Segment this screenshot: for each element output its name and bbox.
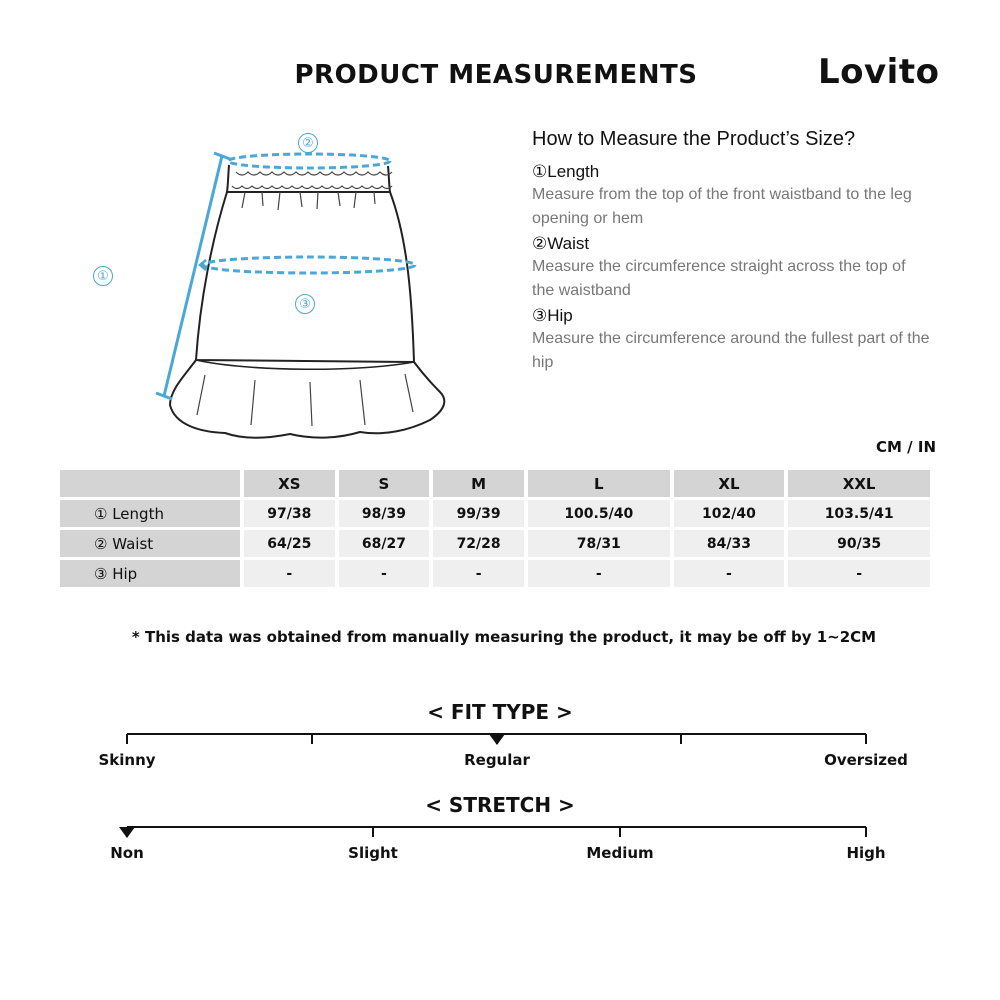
stretch-label-non: Non (110, 844, 144, 862)
length-heading: ①Length (532, 162, 600, 181)
row-label: ② Waist (60, 530, 240, 557)
stretch-label-medium: Medium (586, 844, 654, 862)
table-row (60, 530, 930, 557)
waist-measure-line (228, 154, 390, 168)
table-cell: 100.5/40 (528, 500, 670, 527)
table-cell: 103.5/41 (788, 500, 930, 527)
hip-heading: ③Hip (532, 306, 573, 325)
table-cell: 68/27 (339, 530, 430, 557)
size-header: L (528, 470, 670, 497)
stretch-label-high: High (846, 844, 886, 862)
fit-type-title: < FIT TYPE > (427, 700, 573, 724)
marker-waist: ② (298, 133, 318, 153)
skirt-diagram (80, 125, 460, 445)
length-description: Measure from the top of the front waistband to the leg opening or hem (532, 186, 912, 227)
table-cell: - (244, 560, 335, 587)
table-cell: 90/35 (788, 530, 930, 557)
table-cell: - (528, 560, 670, 587)
size-header: M (433, 470, 524, 497)
row-label: ① Length (60, 500, 240, 527)
stretch-label-slight: Slight (348, 844, 398, 862)
fit-label-regular: Regular (464, 751, 530, 769)
marker-length: ① (93, 266, 113, 286)
row-label: ③ Hip (60, 560, 240, 587)
skirt-body (196, 192, 414, 362)
size-header: XXL (788, 470, 930, 497)
page-title: PRODUCT MEASUREMENTS (294, 60, 698, 90)
table-header-row (60, 470, 930, 497)
how-to-measure (532, 128, 932, 377)
table-cell: 98/39 (339, 500, 430, 527)
skirt-ruffle (170, 360, 444, 438)
hip-description: Measure the circumference around the fullest part of the hip (532, 330, 930, 371)
hip-measure-line (203, 257, 415, 273)
measurement-note: * This data was obtained from manually measuring the product, it may be off by 1~2CM (131, 628, 877, 646)
fit-label-skinny: Skinny (98, 751, 156, 769)
stretch-selected-indicator (119, 827, 135, 838)
table-cell: 84/33 (674, 530, 785, 557)
table-cell: 64/25 (244, 530, 335, 557)
waist-description: Measure the circumference straight across the top of the waistband (532, 258, 906, 299)
table-cell: 99/39 (433, 500, 524, 527)
waist-heading: ②Waist (532, 234, 590, 253)
fit-label-oversized: Oversized (824, 751, 908, 769)
table-cell: 78/31 (528, 530, 670, 557)
table-cell: - (433, 560, 524, 587)
table-cell: - (674, 560, 785, 587)
brand-logo: Lovito (818, 52, 940, 92)
fit-selected-indicator (489, 734, 505, 745)
table-cell: 97/38 (244, 500, 335, 527)
size-table (56, 467, 934, 590)
table-cell: - (339, 560, 430, 587)
marker-hip: ③ (295, 294, 315, 314)
how-to-title: How to Measure the Product’s Size? (532, 128, 856, 150)
unit-label: CM / IN (876, 438, 936, 456)
table-cell: - (788, 560, 930, 587)
table-cell: 102/40 (674, 500, 785, 527)
size-header: S (339, 470, 430, 497)
table-cell: 72/28 (433, 530, 524, 557)
size-header: XS (244, 470, 335, 497)
table-row (60, 560, 930, 587)
stretch-title: < STRETCH > (425, 793, 575, 817)
table-row (60, 500, 930, 527)
size-header: XL (674, 470, 785, 497)
table-corner (60, 470, 240, 497)
